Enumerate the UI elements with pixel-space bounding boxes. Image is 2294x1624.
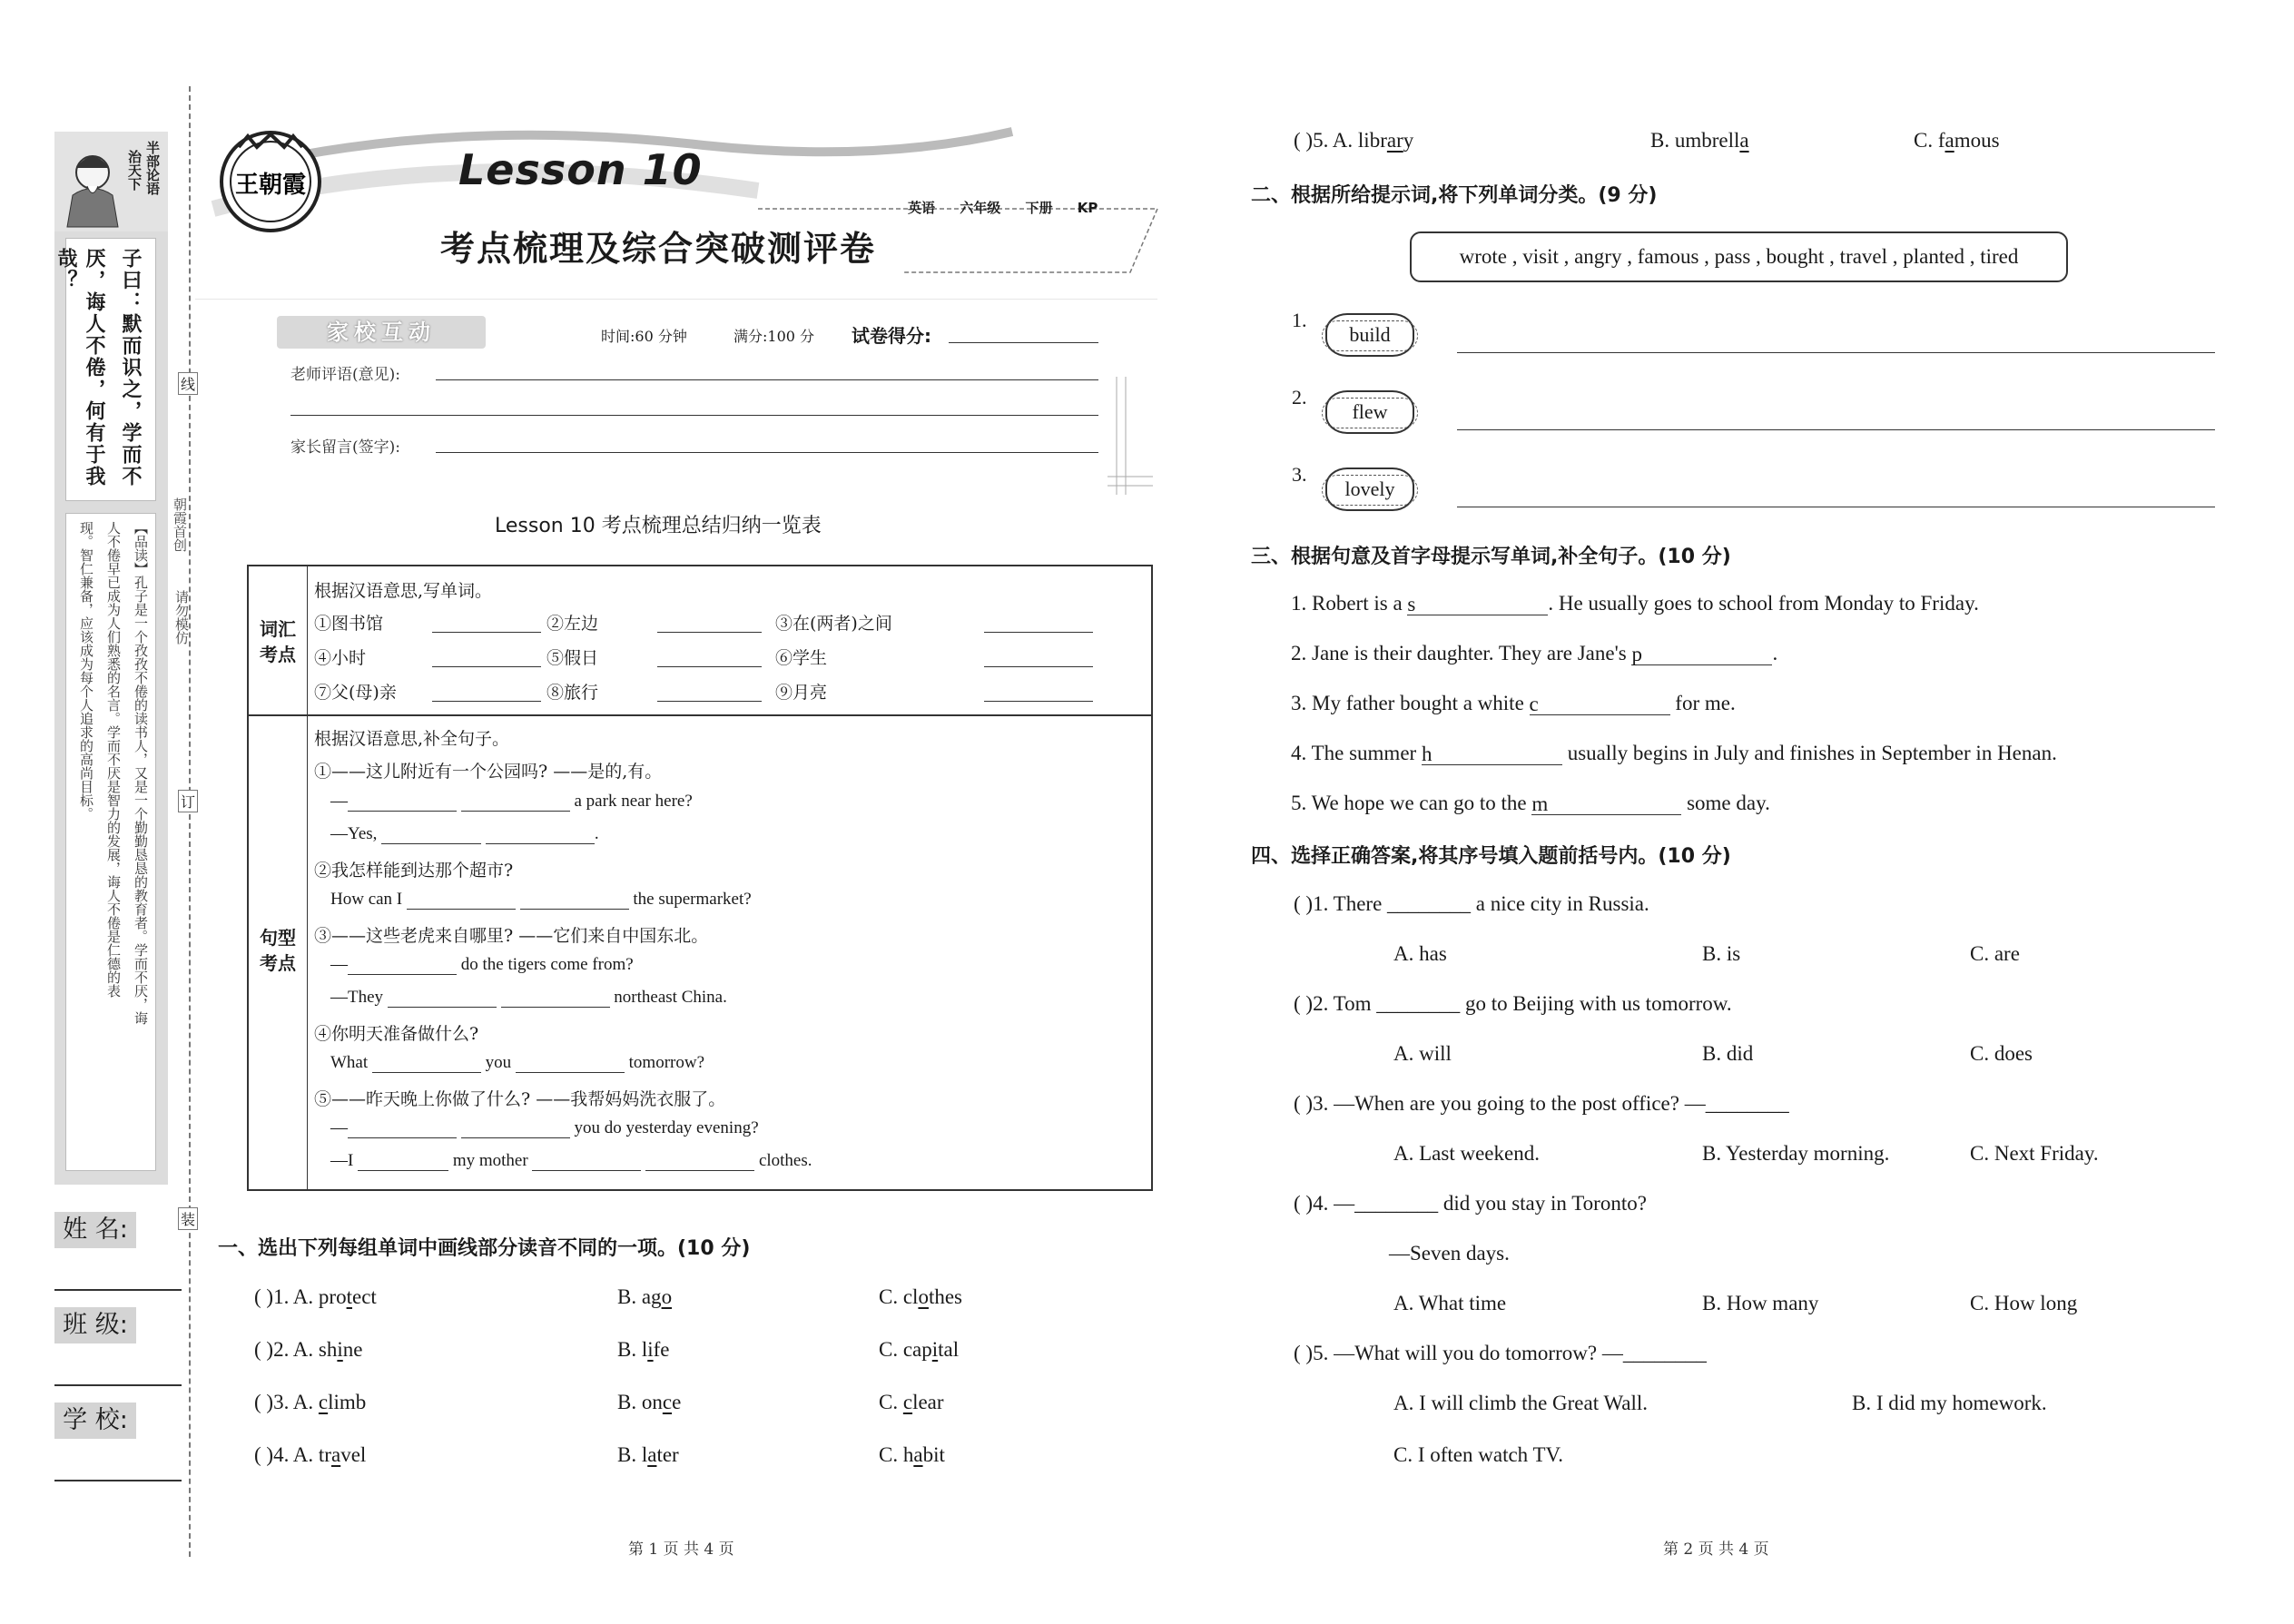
part4-q4-b: B. How many — [1702, 1292, 1819, 1314]
part3-q1: 1. Robert is a s . He usually goes to school from Monday to Friday. — [1291, 592, 1979, 615]
score-field[interactable] — [949, 342, 1098, 343]
part4-q4: ( )4. —________ did you stay in Toronto? — [1294, 1192, 1647, 1215]
vocab-instruction: 根据汉语意思,写单词。 — [314, 581, 493, 601]
part1-q1-b: B. ago — [617, 1285, 673, 1308]
sentence-head: 句型 考点 — [260, 927, 296, 974]
blank[interactable] — [372, 1054, 481, 1073]
sentence-4-cn: ④你明天准备做什么? — [314, 1024, 479, 1044]
subject-info — [908, 198, 1117, 217]
blank[interactable] — [407, 891, 516, 910]
teacher-comment-field[interactable] — [436, 379, 1098, 380]
part2-title: 二、根据所给提示词,将下列单词分类。(9 分) — [1251, 184, 1658, 207]
home-school-banner: 家校互动 — [277, 316, 486, 349]
cut-line — [189, 86, 191, 1557]
summary-title: Lesson 10 考点梳理总结归纳一览表 — [495, 515, 822, 537]
blank[interactable] — [348, 956, 457, 975]
subject: 英语 — [908, 200, 936, 216]
summary-table — [247, 565, 1153, 1191]
part4-q5: ( )5. —What will you do tomorrow? —________ — [1294, 1342, 1707, 1364]
part4-q1-c: C. are — [1970, 942, 2020, 965]
part3-q2: 2. Jane is their daughter. They are Jane's p . — [1291, 642, 1778, 665]
vocab-item-9: ⑨月亮 — [775, 683, 828, 703]
part1-q4-b: B. later — [617, 1443, 679, 1466]
vocab-blank-2[interactable] — [657, 632, 762, 633]
vocab-item-6: ⑥学生 — [775, 648, 828, 668]
quote-line-1: 子曰：默而识之，学而不 — [119, 248, 142, 487]
part4-q1-a: A. has — [1393, 942, 1447, 965]
page-number-left: 第 1 页 共 4 页 — [628, 1540, 734, 1559]
part1-q2-b: B. life — [617, 1338, 670, 1361]
part4-q3-c: C. Next Friday. — [1970, 1142, 2099, 1165]
part4-title: 四、选择正确答案,将其序号填入题前括号内。(10 分) — [1251, 845, 1731, 868]
blank[interactable]: p — [1631, 643, 1772, 665]
vocab-item-1: ①图书馆 — [314, 614, 384, 634]
part1-q3-b: B. once — [617, 1391, 682, 1413]
category-3-number: 3. — [1292, 463, 1307, 486]
school-label: 学 校: — [54, 1403, 136, 1439]
part1-q3-c: C. clear — [879, 1391, 944, 1413]
lesson-title: Lesson 10 — [458, 145, 703, 194]
word-bank: wrote , visit , angry , famous , pass , bought , travel , planted , tired — [1410, 231, 2068, 282]
category-2-number: 2. — [1292, 386, 1307, 408]
part3-q3: 3. My father bought a white c for me. — [1291, 692, 1736, 715]
part4-q4-c: C. How long — [1970, 1292, 2078, 1314]
pindu-line-3: 现。智仁兼备，应该成为每个人追求的高尚目标。 — [78, 521, 94, 821]
part3-title: 三、根据句意及首字母提示写单词,补全句子。(10 分) — [1251, 546, 1731, 568]
page-number-right: 第 2 页 共 4 页 — [1663, 1540, 1769, 1559]
part3-q5: 5. We hope we can go to the m some day. — [1291, 792, 1770, 815]
blank[interactable]: m — [1531, 792, 1681, 815]
vocab-item-2: ②左边 — [546, 614, 599, 634]
part1-q2-c: C. capital — [879, 1338, 960, 1361]
blank[interactable] — [501, 989, 610, 1008]
sentence-2-cn: ②我怎样能到达那个超市? — [314, 861, 514, 881]
category-3-cloud: lovely — [1325, 468, 1414, 511]
blank[interactable]: c — [1530, 693, 1670, 715]
vocab-blank-9[interactable] — [984, 701, 1093, 702]
page-title: 考点梳理及综合突破测评卷 — [440, 229, 877, 269]
part4-q3-a: A. Last weekend. — [1393, 1142, 1540, 1165]
part4-q4-reply: —Seven days. — [1389, 1242, 1510, 1265]
part1-q4-c: C. habit — [879, 1443, 945, 1466]
blank[interactable] — [486, 825, 595, 844]
vocab-blank-1[interactable] — [432, 632, 541, 633]
vocab-blank-7[interactable] — [432, 701, 541, 702]
vocab-blank-3[interactable] — [984, 632, 1093, 633]
part4-q1-b: B. is — [1702, 942, 1741, 965]
part4-q2: ( )2. Tom ________ go to Beijing with us tomorrow. — [1294, 992, 1732, 1015]
vocab-item-5: ⑤假日 — [546, 648, 599, 668]
vocab-blank-5[interactable] — [657, 666, 762, 667]
vocab-item-7: ⑦父(母)亲 — [314, 683, 397, 703]
sentence-1-cn: ①——这儿附近有一个公园吗? ——是的,有。 — [314, 762, 663, 782]
vocab-blank-4[interactable] — [432, 666, 541, 667]
part4-q5-b: B. I did my homework. — [1852, 1392, 2047, 1414]
part1-q2: ( )2. A. shine — [254, 1338, 363, 1361]
part4-q2-c: C. does — [1970, 1042, 2033, 1065]
part3-q4: 4. The summer h usually begins in July and finishes in September in Henan. — [1291, 742, 2057, 765]
blank[interactable] — [388, 989, 497, 1008]
blank[interactable] — [532, 1152, 641, 1171]
blank[interactable] — [381, 825, 481, 844]
class-field[interactable] — [54, 1384, 182, 1386]
corner-lines — [1108, 377, 1153, 495]
part4-q3-b: B. Yesterday morning. — [1702, 1142, 1890, 1165]
part1-q1: ( )1. A. protect — [254, 1285, 377, 1308]
category-1-cloud: build — [1325, 313, 1414, 357]
blank[interactable] — [348, 792, 457, 812]
parent-comment-label: 家长留言(签字): — [290, 438, 400, 457]
blank[interactable] — [461, 1119, 570, 1138]
cut-label-ding: 订 — [178, 790, 198, 812]
vocab-item-4: ④小时 — [314, 648, 367, 668]
category-2-answer[interactable] — [1457, 429, 2215, 430]
quote-box — [54, 238, 156, 501]
part1-title: 一、选出下列每组单词中画线部分读音不同的一项。(10 分) — [218, 1237, 751, 1260]
vocab-item-3: ③在(两者)之间 — [775, 614, 892, 634]
book-series-2: 治天下 — [126, 150, 143, 191]
part1-q5: ( )5. A. library — [1294, 129, 1414, 152]
blank[interactable]: s — [1407, 593, 1548, 615]
teacher-comment-field-2[interactable] — [290, 415, 1098, 416]
category-1-answer[interactable] — [1457, 352, 2215, 353]
sentence-3-line-1: — do the tigers come from? — [330, 955, 634, 974]
blank[interactable] — [358, 1152, 448, 1171]
cut-label-xian: 线 — [178, 372, 198, 395]
part4-q2-b: B. did — [1702, 1042, 1754, 1065]
pindu-line-2: 人不倦早已成为人们熟悉的名言。学而不厌是智力的发展，诲人不倦是仁德的表 — [105, 521, 122, 998]
blank[interactable] — [348, 1119, 457, 1138]
sentence-5-line-1: — you do yesterday evening? — [330, 1118, 759, 1137]
part4-q5-c: C. I often watch TV. — [1393, 1443, 1563, 1466]
logo-text: 王朝霞 — [234, 172, 307, 199]
cut-label-zhuang: 装 — [178, 1207, 198, 1230]
sentence-1-line-1: — a park near here? — [330, 792, 693, 811]
school-field[interactable] — [54, 1480, 182, 1481]
score-label: 试卷得分: — [852, 325, 931, 347]
quote-line-2: 厌，诲人不倦，何有于我哉？ — [54, 248, 105, 487]
part1-q5-b: B. umbrella — [1650, 129, 1749, 152]
vocab-blank-6[interactable] — [984, 666, 1093, 667]
part4-q2-a: A. will — [1393, 1042, 1452, 1065]
sentence-4-line: What you tomorrow? — [330, 1053, 705, 1072]
sentence-2-line: How can I the supermarket? — [330, 890, 752, 909]
pindu-line-1: 【品读】孔子是一个孜孜不倦的读书人，又是一个勤勤恳恳的教育者。学而不厌，诲 — [133, 521, 149, 1025]
pindu-box — [65, 513, 156, 1171]
part4-q4-a: A. What time — [1393, 1292, 1507, 1314]
brand-note-2: 请勿模仿 — [173, 590, 190, 645]
parent-comment-field[interactable] — [436, 452, 1098, 453]
blank[interactable] — [520, 891, 629, 910]
grade: 六年级 — [960, 200, 1001, 216]
class-label: 班 级: — [54, 1307, 136, 1343]
sentence-3-cn: ③——这些老虎来自哪里? ——它们来自中国东北。 — [314, 926, 709, 946]
vocab-head: 词汇 考点 — [260, 618, 296, 665]
blank[interactable] — [461, 792, 570, 812]
part4-q3: ( )3. —When are you going to the post office? —________ — [1294, 1092, 1789, 1115]
part4-q1: ( )1. There ________ a nice city in Russia. — [1294, 892, 1649, 915]
confucius-portrait — [54, 132, 168, 231]
brand-logo — [216, 127, 325, 236]
brand-note-1: 朝霞首创 — [172, 497, 188, 552]
part1-q1-c: C. clothes — [879, 1285, 963, 1308]
sentence-5-cn: ⑤——昨天晚上你做了什么? ——我帮妈妈洗衣服了。 — [314, 1089, 726, 1109]
part1-q5-c: C. famous — [1914, 129, 2000, 152]
part1-q4: ( )4. A. travel — [254, 1443, 367, 1466]
vocab-item-8: ⑧旅行 — [546, 683, 599, 703]
sentence-5-line-2: —I my mother clothes. — [330, 1151, 812, 1170]
teacher-comment-label: 老师评语(意见): — [290, 366, 400, 384]
book-series-1: 半部论语 — [144, 141, 161, 195]
category-1-number: 1. — [1292, 309, 1307, 331]
exam-time: 时间:60 分钟 — [601, 328, 687, 345]
blank[interactable] — [645, 1152, 754, 1171]
sentence-1-line-2: —Yes, . — [330, 824, 599, 843]
sentence-3-line-2: —They northeast China. — [330, 988, 727, 1007]
blank[interactable] — [516, 1054, 625, 1073]
part1-q3: ( )3. A. climb — [254, 1391, 367, 1413]
name-label: 姓 名: — [54, 1212, 136, 1248]
volume: 下册 — [1025, 200, 1053, 216]
part4-q5-a: A. I will climb the Great Wall. — [1393, 1392, 1649, 1414]
blank[interactable]: h — [1422, 743, 1562, 765]
name-field[interactable] — [54, 1289, 182, 1291]
category-2-cloud: flew — [1325, 390, 1414, 434]
sentence-instruction: 根据汉语意思,补全句子。 — [314, 729, 510, 749]
full-score: 满分:100 分 — [733, 328, 815, 345]
edition: KP — [1077, 200, 1098, 216]
vocab-blank-8[interactable] — [657, 701, 762, 702]
